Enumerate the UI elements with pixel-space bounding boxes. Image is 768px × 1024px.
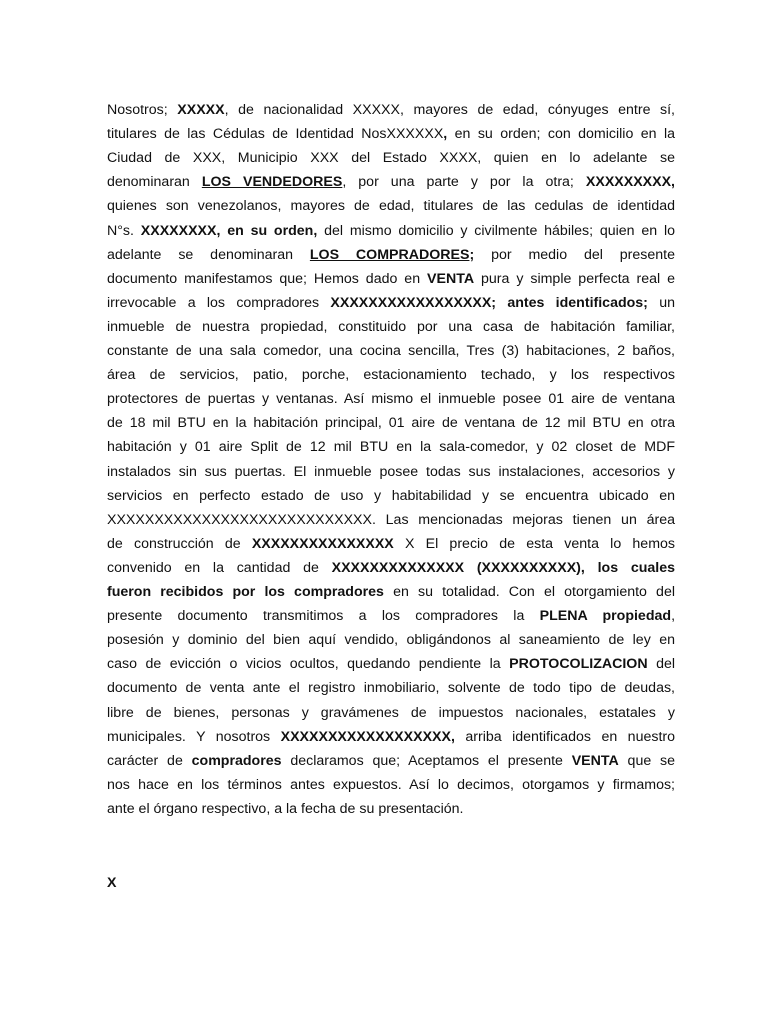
paragraph-line (107, 194, 675, 218)
bold-text: compradores (191, 752, 282, 769)
bold-text: XXXXXXXXXXXXXXX (251, 535, 394, 552)
text-run: carácter de (107, 752, 192, 769)
paragraph-line (107, 339, 675, 363)
text-run: documento manifestamos que; Hemos dado en (107, 270, 428, 287)
paragraph-line (107, 701, 675, 725)
paragraph-line (107, 773, 675, 797)
bold-text: PROTOCOLIZACION (509, 656, 648, 673)
bold-text: PLENA propiedad (539, 608, 672, 625)
text-run: por medio del presente (474, 246, 675, 263)
text-run: un (647, 294, 675, 311)
paragraph-line (107, 460, 675, 484)
paragraph-line (107, 604, 675, 628)
bold-text: XXXXXXXXXXXXXXXXXX, (280, 728, 455, 745)
paragraph-line (107, 387, 675, 411)
text-run: habitación y 01 aire Split de 12 mil BTU en la sala-comedor, y 02 closet de MDF (107, 439, 675, 456)
paragraph-line (107, 146, 675, 170)
paragraph-line (107, 219, 675, 243)
text-run: Nosotros; (107, 102, 178, 118)
text-run: N°s. (107, 222, 141, 239)
text-run: protectores de puertas y ventanas. Así mismo el inmueble posee 01 aire de ventana (107, 391, 675, 408)
bold-text: XXXXXXXX, en su orden, (140, 222, 318, 239)
paragraph-line (107, 580, 675, 604)
paragraph-line (107, 315, 675, 339)
paragraph-line (107, 411, 675, 435)
text-run: pura y simple perfecta real e (474, 270, 675, 287)
text-run: convenido en la cantidad de (107, 559, 332, 576)
text-run: constante de una sala comedor, una cocina sencilla, Tres (3) habitaciones, 2 baños, (107, 343, 675, 359)
text-run: ante el órgano respectivo, a la fecha de su presentación. (107, 800, 464, 817)
text-run: nos hace en los términos antes expuestos. Así lo decimos, otorgamos y firmamos; (107, 776, 675, 793)
text-run: posesión y dominio del bien aquí vendido, obligándonos al saneamiento de ley en (107, 632, 675, 649)
text-run: documento de venta ante el registro inmobiliario, solvente de todo tipo de deudas, (107, 680, 675, 697)
text-run: titulares de las Cédulas de Identidad NosXXXXXX (107, 126, 444, 143)
text-run: servicios en perfecto estado de uso y habitabilidad y se encuentra ubicado en (107, 487, 675, 504)
paragraph-line (107, 797, 675, 821)
paragraph-line (107, 532, 675, 556)
paragraph-line (107, 170, 675, 194)
text-run: del (647, 656, 676, 673)
bold-text: , (443, 126, 448, 143)
bold-text: VENTA (571, 752, 619, 769)
bold-text: VENTA (427, 270, 475, 287)
text-run: arriba identificados en nuestro (454, 728, 676, 745)
text-run: adelante se denominaran (107, 246, 310, 263)
text-run: , (671, 608, 676, 625)
text-run: X El precio de esta venta lo hemos (393, 535, 675, 552)
text-run: presente documento transmitimos a los compradores la (107, 608, 540, 625)
text-run: de construcción de (107, 535, 252, 552)
paragraph-line (107, 363, 675, 387)
bold-text: XXXXXXXXXXXXXXXXX; antes identificados; (330, 294, 648, 311)
paragraph-line (107, 98, 675, 122)
text-run: de 18 mil BTU en la habitación principal, 01 aire de ventana de 12 mil BTU en otra (107, 415, 675, 432)
bold-text: fueron recibidos por los compradores (107, 584, 384, 600)
text-run: , de nacionalidad XXXXX, mayores de edad, cónyuges entre sí, (224, 102, 675, 118)
signature-mark: X (107, 875, 117, 891)
paragraph-line (107, 122, 675, 146)
paragraph-line (107, 508, 675, 532)
text-run: denominaran (107, 174, 202, 191)
bold-text: LOS COMPRADORES (309, 246, 470, 263)
bold-text: XXXXXXXXXXXXXX (XXXXXXXXXX), los cuales (331, 559, 675, 576)
paragraph-line (107, 484, 675, 508)
bold-text: LOS VENDEDORES (201, 174, 343, 191)
paragraph-line (107, 628, 675, 652)
text-run: caso de evicción o vicios ocultos, quedando pendiente la (107, 656, 510, 673)
text-run: libre de bienes, personas y gravámenes de impuestos nacionales, estatales y (107, 704, 675, 721)
text-run: Ciudad de XXX, Municipio XXX del Estado XXXX, quien en lo adelante se (107, 150, 675, 167)
bold-text: XXXXX (177, 102, 225, 118)
paragraph-line (107, 267, 675, 291)
text-run: área de servicios, patio, porche, estacionamiento techado, y los respectivos (107, 367, 675, 384)
paragraph-line (107, 291, 675, 315)
text-run: del mismo domicilio y civilmente hábiles; quien en lo (317, 222, 675, 239)
text-run: XXXXXXXXXXXXXXXXXXXXXXXXXXXX. Las mencionadas mejoras tienen un área (107, 511, 675, 528)
text-run: en su totalidad. Con el otorgamiento del (383, 584, 675, 600)
bold-text: XXXXXXXXX, (585, 174, 675, 191)
paragraph-line (107, 556, 675, 580)
text-run: , por una parte y por la otra; (342, 174, 586, 191)
text-run: municipales. Y nosotros (107, 728, 281, 745)
paragraph-line (107, 435, 675, 459)
text-run: que se (618, 752, 676, 769)
text-run: en su orden; con domicilio en la (447, 126, 675, 143)
text-run: irrevocable a los compradores (107, 294, 331, 311)
text-run: quienes son venezolanos, mayores de edad, titulares de las cedulas de identidad (107, 198, 675, 215)
paragraph-line (107, 749, 675, 773)
text-run: declaramos que; Aceptamos el presente (281, 752, 572, 769)
paragraph-line (107, 725, 675, 749)
text-run: inmueble de nuestra propiedad, constituido por una casa de habitación familiar, (107, 318, 675, 335)
bold-text: ; (469, 246, 475, 263)
paragraph-line (107, 243, 675, 267)
paragraph-line (107, 676, 675, 700)
paragraph-line (107, 652, 675, 676)
text-run: instalados sin sus puertas. El inmueble posee todas sus instalaciones, accesorios y (107, 463, 675, 480)
